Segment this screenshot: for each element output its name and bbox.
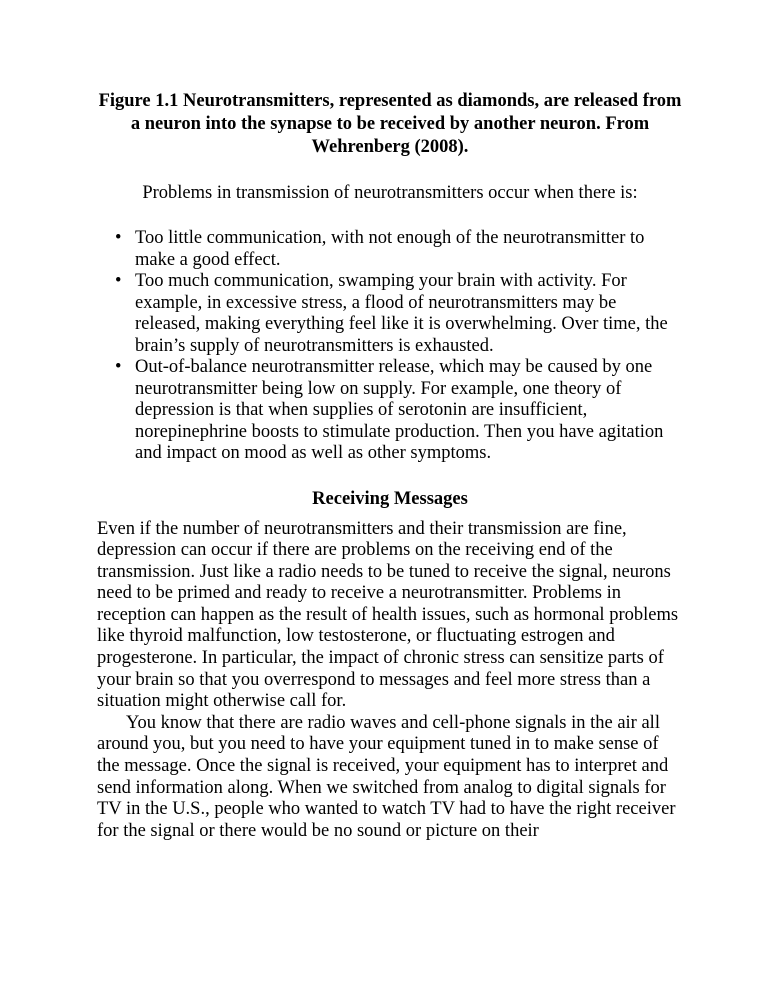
list-item-text: Too much communication, swamping your brain with activity. For example, in excessive stress, a flood of neurotransmitters may be released, making everything feel like it is overwhelming. Over time, the brain’s supply of neurotransmitters is exhausted.: [135, 271, 668, 356]
bullet-icon: •: [115, 357, 122, 377]
figure-caption: Figure 1.1 Neurotransmitters, represented as diamonds, are released from a neuron into the synapse to be received by another neuron. From Wehrenberg (2008).: [98, 91, 682, 157]
body-paragraph: Even if the number of neurotransmitters and their transmission are fine, depression can occur if there are problems on the receiving end of the transmission. Just like a radio needs to be tuned to receive the signal, neurons need to be primed and ready to receive a neurotransmitter. Problems in reception can happen as the result of health issues, such as hormonal problems like thyroid malfunction, low testosterone, or fluctuating estrogen and progesterone. In particular, the impact of chronic stress can sensitize parts of your brain so that you overrespond to messages and feel more stress than a situation might otherwise call for.: [97, 518, 679, 712]
section-heading: Receiving Messages: [312, 488, 468, 509]
list-item: [97, 357, 683, 465]
list-item-text: Too little communication, with not enough of the neurotransmitter to make a good effect.: [135, 228, 645, 270]
list-item-text: Out-of-balance neurotransmitter release, which may be caused by one neurotransmitter being low on supply. For example, one theory of depression is that when supplies of serotonin are insufficient, norepinephrine boosts to stimulate production. Then you have agitation and impact on mood as well as other symptoms.: [135, 357, 664, 463]
list-item: [97, 271, 683, 357]
bullet-icon: •: [115, 271, 122, 291]
bullet-list: [97, 228, 683, 465]
bullet-icon: •: [115, 228, 122, 248]
document-page: [97, 90, 683, 842]
body-paragraph: You know that there are radio waves and cell-phone signals in the air all around you, but you need to have your equipment tuned in to make sense of the message. Once the signal is received, your equipment has to interpret and send information along. When we switched from analog to digital signals for TV in the U.S., people who wanted to watch TV had to have the right receiver for the signal or there would be no sound or picture on their: [97, 712, 676, 841]
intro-text: Problems in transmission of neurotransmitters occur when there is:: [142, 183, 638, 203]
list-item: [97, 228, 683, 271]
